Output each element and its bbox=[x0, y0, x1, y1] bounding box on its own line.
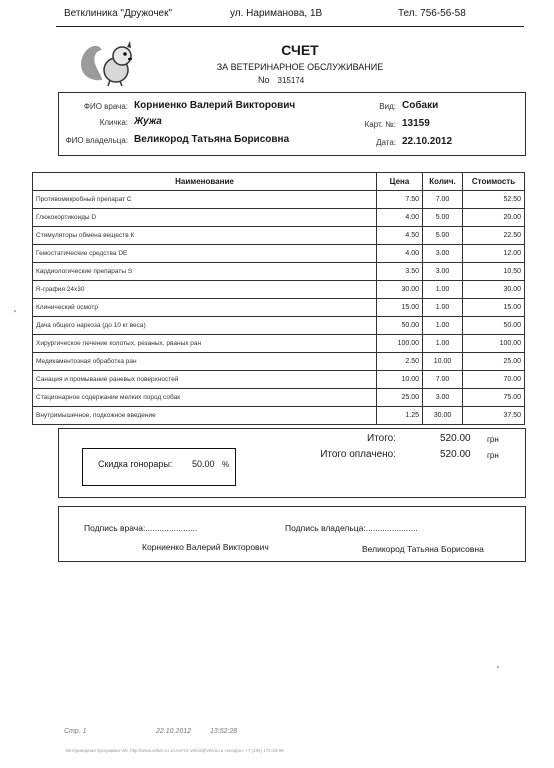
item-price: 4.00 bbox=[377, 245, 423, 263]
table-row bbox=[33, 353, 525, 371]
item-name: Санация и промывание раневых поверхностей bbox=[33, 371, 377, 389]
item-cost: 50.00 bbox=[463, 317, 525, 335]
paid-currency: грн bbox=[487, 451, 499, 460]
item-name: Стимуляторы обмена веществ К bbox=[33, 227, 377, 245]
item-qty: 1.00 bbox=[423, 317, 463, 335]
table-header-row bbox=[33, 173, 525, 191]
owner-signature-name: Великород Татьяна Борисовна bbox=[362, 544, 484, 554]
item-qty: 1.00 bbox=[423, 299, 463, 317]
item-name: R-графия 24х30 bbox=[33, 281, 377, 299]
item-cost: 52.50 bbox=[463, 191, 525, 209]
table-row bbox=[33, 317, 525, 335]
card-label: Карт. №: bbox=[364, 120, 396, 129]
discount-value: 50.00 bbox=[192, 459, 215, 469]
owner-label: ФИО владельца: bbox=[65, 136, 128, 145]
item-qty: 5.00 bbox=[423, 209, 463, 227]
software-credit: Ветеринарная программа Vet. http://www.vetvis.ru эл.почта: vetvis@vetvis.ru телефон: +7 (495) 172-20-96 bbox=[66, 748, 284, 753]
table-row bbox=[33, 389, 525, 407]
paid-label: Итого оплачено: bbox=[320, 449, 396, 460]
table-row bbox=[33, 371, 525, 389]
invoice-number bbox=[258, 75, 304, 85]
item-name: Гемостатические средства DE bbox=[33, 245, 377, 263]
item-cost: 37.50 bbox=[463, 407, 525, 425]
doctor-label: ФИО врача: bbox=[83, 102, 128, 111]
table-row bbox=[33, 245, 525, 263]
column-header-price: Цена bbox=[377, 173, 423, 191]
item-cost: 12.00 bbox=[463, 245, 525, 263]
owner-name: Великород Татьяна Борисовна bbox=[134, 134, 290, 145]
item-price: 3.50 bbox=[377, 263, 423, 281]
item-cost: 100.00 bbox=[463, 335, 525, 353]
item-name: Хирургическое лечение колотых, резаных, рваных ран bbox=[33, 335, 377, 353]
item-cost: 70.00 bbox=[463, 371, 525, 389]
item-qty: 1.00 bbox=[423, 281, 463, 299]
doctor-signature-name: Корниенко Валерий Викторович bbox=[142, 542, 269, 552]
total-value: 520.00 bbox=[440, 433, 471, 444]
item-name: Стационарное содержание мелких пород собак bbox=[33, 389, 377, 407]
page-number: Стр. 1 bbox=[64, 728, 87, 735]
item-qty: 10.00 bbox=[423, 353, 463, 371]
item-price: 4.00 bbox=[377, 209, 423, 227]
item-price: 25.00 bbox=[377, 389, 423, 407]
item-cost: 15.00 bbox=[463, 299, 525, 317]
services-table bbox=[32, 172, 525, 425]
table-row bbox=[33, 263, 525, 281]
document-subtitle: ЗА ВЕТЕРИНАРНОЕ ОБСЛУЖИВАНИЕ bbox=[216, 62, 384, 72]
pet-name: Жужа bbox=[134, 116, 162, 127]
item-price: 1.25 bbox=[377, 407, 423, 425]
table-row bbox=[33, 209, 525, 227]
pet-label: Кличка: bbox=[99, 118, 128, 127]
scan-speck bbox=[14, 310, 16, 312]
column-header-qty: Колич. bbox=[423, 173, 463, 191]
invoice-number-value: 315174 bbox=[277, 76, 305, 85]
discount-label: Скидка гонорары: bbox=[98, 459, 173, 469]
table-row bbox=[33, 227, 525, 245]
table-row bbox=[33, 299, 525, 317]
item-price: 4.50 bbox=[377, 227, 423, 245]
print-time: 13:52:28 bbox=[210, 728, 238, 735]
doctor-name: Корниенко Валерий Викторович bbox=[134, 100, 296, 111]
item-name: Медикаментозная обработка ран bbox=[33, 353, 377, 371]
header-divider bbox=[56, 26, 524, 27]
item-price: 50.00 bbox=[377, 317, 423, 335]
column-header-name: Наименование bbox=[33, 173, 377, 191]
table-row bbox=[33, 335, 525, 353]
paid-value: 520.00 bbox=[440, 449, 471, 460]
item-price: 100.00 bbox=[377, 335, 423, 353]
item-qty: 1.00 bbox=[423, 335, 463, 353]
species-label: Вид: bbox=[379, 102, 396, 111]
doctor-signature-line: Подпись врача:...................... bbox=[84, 523, 198, 533]
card-number: 13159 bbox=[402, 118, 430, 129]
table-row bbox=[33, 281, 525, 299]
clinic-name: Ветклиника "Дружочек" bbox=[64, 8, 173, 19]
item-price: 15.00 bbox=[377, 299, 423, 317]
item-price: 10.00 bbox=[377, 371, 423, 389]
column-header-cost: Стоимость bbox=[463, 173, 525, 191]
total-currency: грн bbox=[487, 435, 499, 444]
item-qty: 30.00 bbox=[423, 407, 463, 425]
item-cost: 20.00 bbox=[463, 209, 525, 227]
item-cost: 22.50 bbox=[463, 227, 525, 245]
discount-unit: % bbox=[222, 460, 230, 469]
scan-speck bbox=[497, 666, 499, 668]
item-qty: 3.00 bbox=[423, 245, 463, 263]
item-name: Клинический осмотр bbox=[33, 299, 377, 317]
item-price: 30.00 bbox=[377, 281, 423, 299]
invoice-number-label: No bbox=[258, 75, 270, 85]
item-name: Противомикробный препарат С bbox=[33, 191, 377, 209]
item-price: 7.50 bbox=[377, 191, 423, 209]
item-name: Глюкокортикоиды D bbox=[33, 209, 377, 227]
item-qty: 7.00 bbox=[423, 191, 463, 209]
clinic-phone: Тел. 756-56-58 bbox=[398, 8, 466, 19]
item-name: Дача общего наркоза (до 10 кг веса) bbox=[33, 317, 377, 335]
item-name: Кардиологические препараты S bbox=[33, 263, 377, 281]
print-date: 22.10.2012 bbox=[156, 728, 192, 735]
invoice-date: 22.10.2012 bbox=[402, 136, 453, 147]
species-value: Собаки bbox=[402, 100, 439, 111]
item-qty: 3.00 bbox=[423, 389, 463, 407]
item-cost: 25.00 bbox=[463, 353, 525, 371]
item-qty: 3.00 bbox=[423, 263, 463, 281]
item-qty: 7.00 bbox=[423, 371, 463, 389]
table-row bbox=[33, 407, 525, 425]
date-label: Дата: bbox=[376, 138, 396, 147]
item-name: Внутримышечное, подкожное введение bbox=[33, 407, 377, 425]
owner-signature-line: Подпись владельца:...................... bbox=[285, 523, 418, 533]
squirrel-logo-icon bbox=[72, 36, 144, 88]
clinic-address: ул. Нариманова, 1В bbox=[230, 8, 323, 19]
item-cost: 75.00 bbox=[463, 389, 525, 407]
item-price: 2.50 bbox=[377, 353, 423, 371]
item-cost: 10.50 bbox=[463, 263, 525, 281]
item-qty: 5.00 bbox=[423, 227, 463, 245]
item-cost: 30.00 bbox=[463, 281, 525, 299]
total-label: Итого: bbox=[367, 433, 396, 444]
document-title: СЧЕТ bbox=[281, 42, 319, 58]
table-row bbox=[33, 191, 525, 209]
